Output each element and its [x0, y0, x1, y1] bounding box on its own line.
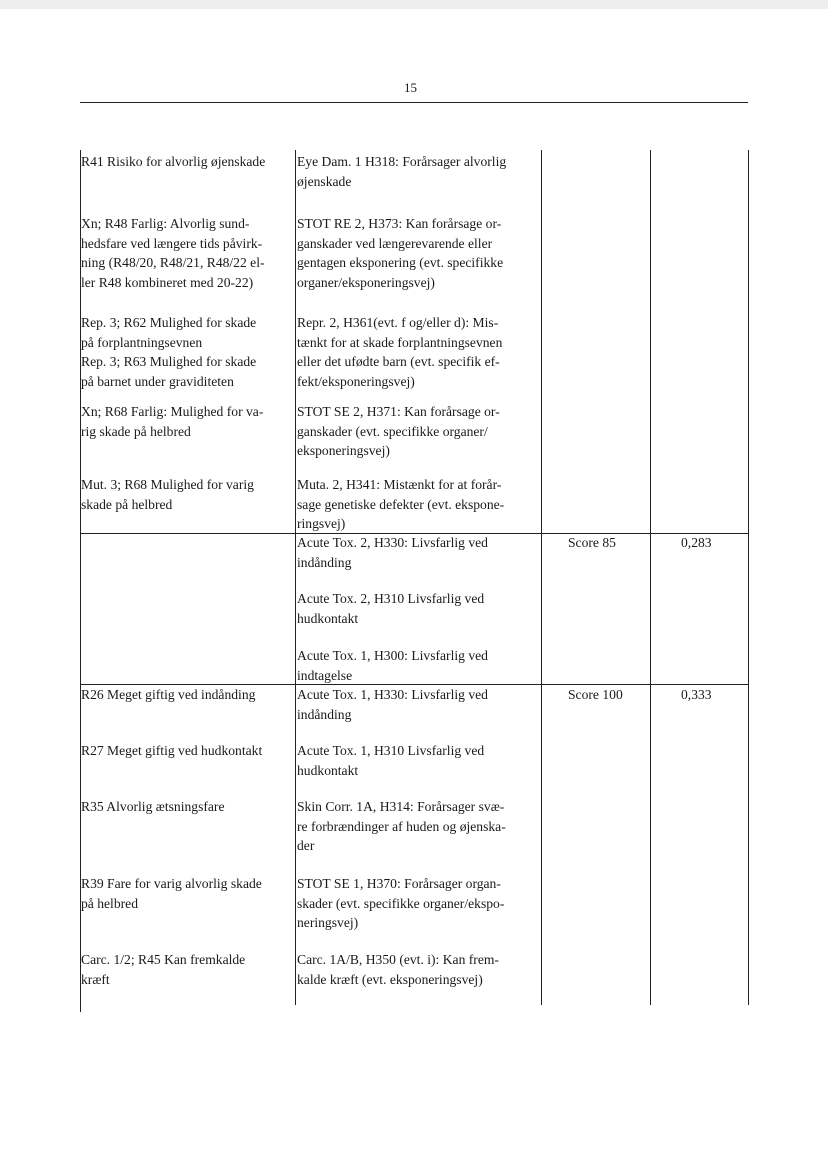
- h-statement-text: eller det ufødte barn (evt. specifik ef-: [297, 354, 500, 370]
- h-statement-text: eksponeringsvej): [297, 443, 390, 459]
- h-statement-text: hudkontakt: [297, 762, 359, 778]
- table-row: [81, 950, 294, 989]
- h-statement-text: Acute Tox. 2, H310 Livsfarlig ved: [297, 591, 485, 606]
- h-statement-text: Muta. 2, H341: Mistænkt for at forår-: [297, 477, 502, 492]
- table-row: [81, 214, 294, 292]
- score-value: 0,333: [681, 687, 712, 702]
- h-statement-text: Eye Dam. 1 H318: Forårsager alvorlig: [297, 154, 507, 169]
- h-statement-text: hudkontakt: [297, 610, 359, 626]
- h-statement-text: organer/eksponeringsvej): [297, 274, 435, 290]
- r-phrase-text: på barnet under graviditeten: [81, 373, 234, 389]
- r-phrase-text: hedsfare ved længere tids påvirk-: [81, 235, 263, 251]
- r-phrase-text: Xn; R68 Farlig: Mulighed for va-: [81, 404, 264, 419]
- r-phrase-text: kræft: [81, 971, 110, 987]
- table-row: [81, 313, 294, 391]
- h-statement-text: Repr. 2, H361(evt. f og/eller d): Mis-: [297, 315, 499, 330]
- table-border-right: [748, 150, 749, 1005]
- h-statement-text: der: [297, 838, 315, 854]
- table-row: [297, 950, 540, 989]
- table-row: [297, 533, 540, 572]
- r-phrase-text: Carc. 1/2; R45 Kan fremkalde: [81, 952, 246, 967]
- r-phrase-text: Xn; R48 Farlig: Alvorlig sund-: [81, 216, 250, 231]
- table-row: [297, 214, 540, 292]
- r-phrase-text: skade på helbred: [81, 496, 173, 512]
- h-statement-text: tænkt for at skade forplantningsevnen: [297, 334, 503, 350]
- table-row: [81, 152, 294, 172]
- r-phrase-text: ning (R48/20, R48/21, R48/22 el-: [81, 255, 265, 271]
- table-row: [297, 741, 540, 780]
- h-statement-text: STOT SE 2, H371: Kan forårsage or-: [297, 404, 500, 419]
- table-row: [297, 874, 540, 933]
- h-statement-text: neringsvej): [297, 915, 359, 931]
- h-statement-text: Skin Corr. 1A, H314: Forårsager svæ-: [297, 799, 505, 814]
- page-number: 15: [404, 80, 417, 95]
- h-statement-text: indtagelse: [297, 667, 353, 683]
- h-statement-text: Acute Tox. 1, H330: Livsfarlig ved: [297, 687, 488, 702]
- table-row: [297, 152, 540, 191]
- table-row: [81, 402, 294, 441]
- table-row: [81, 874, 294, 913]
- h-statement-text: sage genetiske defekter (evt. ekspone-: [297, 496, 505, 512]
- table-row: [297, 797, 540, 856]
- score-label: Score 85: [568, 535, 616, 550]
- score-value: 0,283: [681, 535, 712, 550]
- h-statement-text: STOT SE 1, H370: Forårsager organ-: [297, 876, 501, 891]
- h-statement-text: Carc. 1A/B, H350 (evt. i): Kan frem-: [297, 952, 499, 967]
- h-statement-text: ringsvej): [297, 516, 346, 532]
- table-row: [81, 741, 294, 761]
- h-statement-text: Acute Tox. 1, H310 Livsfarlig ved: [297, 743, 485, 758]
- table-row: [297, 646, 540, 685]
- table-row: [297, 589, 540, 628]
- r-phrase-text: Mut. 3; R68 Mulighed for varig: [81, 477, 254, 492]
- table-row: [297, 685, 540, 724]
- r-phrase-text: R26 Meget giftig ved indånding: [81, 687, 256, 702]
- column-divider-3: [650, 150, 651, 1005]
- h-statement-text: indånding: [297, 554, 352, 570]
- h-statement-text: ganskader ved længerevarende eller: [297, 235, 493, 251]
- h-statement-text: STOT RE 2, H373: Kan forårsage or-: [297, 216, 502, 231]
- r-phrase-text: rig skade på helbred: [81, 423, 191, 439]
- r-phrase-text: på forplantningsevnen: [81, 334, 203, 350]
- h-statement-text: øjenskade: [297, 173, 352, 189]
- h-statement-text: kalde kræft (evt. eksponeringsvej): [297, 971, 483, 987]
- h-statement-text: fekt/eksponeringsvej): [297, 373, 415, 389]
- h-statement-text: Acute Tox. 2, H330: Livsfarlig ved: [297, 535, 488, 550]
- r-phrase-text: R35 Alvorlig ætsningsfare: [81, 799, 225, 814]
- column-divider-1: [295, 150, 296, 1005]
- h-statement-text: gentagen eksponering (evt. specifikke: [297, 255, 504, 271]
- r-phrase-text: R41 Risiko for alvorlig øjenskade: [81, 154, 266, 169]
- r-phrase-text: Rep. 3; R63 Mulighed for skade: [81, 354, 257, 370]
- r-phrase-text: R39 Fare for varig alvorlig skade: [81, 876, 262, 891]
- r-phrase-text: ler R48 kombineret med 20-22): [81, 274, 254, 290]
- column-divider-2: [541, 150, 542, 1005]
- h-statement-text: Acute Tox. 1, H300: Livsfarlig ved: [297, 648, 488, 663]
- table-row: [297, 402, 540, 461]
- h-statement-text: indånding: [297, 706, 352, 722]
- r-phrase-text: R27 Meget giftig ved hudkontakt: [81, 743, 263, 758]
- r-phrase-text: på helbred: [81, 895, 138, 911]
- h-statement-text: skader (evt. specifikke organer/ekspo-: [297, 895, 505, 911]
- score-label: Score 100: [568, 687, 623, 702]
- h-statement-text: ganskader (evt. specifikke organer/: [297, 423, 488, 439]
- table-row: [81, 475, 294, 514]
- r-phrase-text: Rep. 3; R62 Mulighed for skade: [81, 315, 257, 330]
- table-row: [297, 475, 540, 534]
- table-row: [81, 797, 294, 817]
- table-row: [297, 313, 540, 391]
- h-statement-text: re forbrændinger af huden og øjenska-: [297, 818, 506, 834]
- table-row: [81, 685, 294, 705]
